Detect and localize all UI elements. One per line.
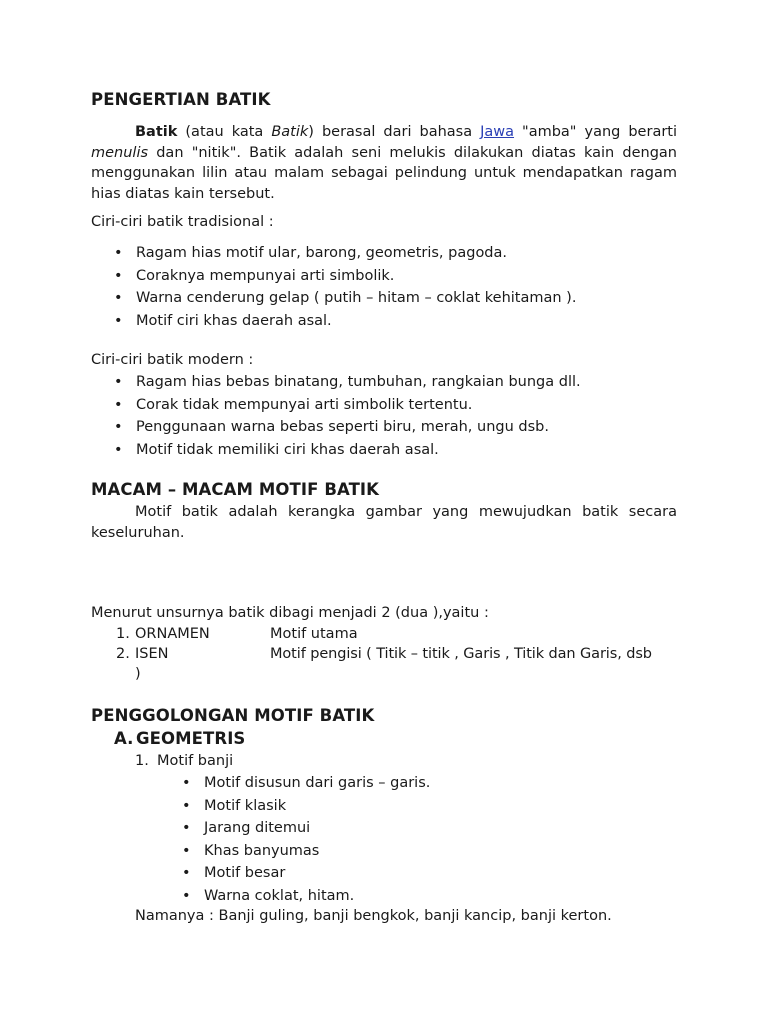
list-item: • Warna cenderung gelap ( putih – hitam – coklat kehitaman ). bbox=[110, 288, 576, 311]
banji-names: Namanya : Banji guling, banji bengkok, banji kancip, banji kerton. bbox=[135, 908, 612, 924]
intro-bold-word: Batik bbox=[135, 124, 178, 140]
jawa-link[interactable]: Jawa bbox=[480, 124, 515, 140]
list-item: • Motif disusun dari garis – garis. bbox=[178, 773, 430, 796]
list-item: • Motif ciri khas daerah asal. bbox=[110, 311, 576, 334]
intro-paragraph bbox=[91, 122, 677, 204]
intro-italic-word-2: menulis bbox=[91, 144, 149, 161]
traditional-heading: Ciri-ciri batik tradisional : bbox=[91, 214, 274, 230]
motif-item-number: 1. bbox=[135, 753, 149, 769]
unsur-name: ORNAMEN bbox=[135, 626, 210, 642]
unsur-intro: Menurut unsurnya batik dibagi menjadi 2 (dua ),yaitu : bbox=[91, 605, 489, 621]
unsur-row bbox=[0, 624, 768, 644]
unsur-number: 2. bbox=[116, 646, 130, 662]
list-item: • Penggunaan warna bebas seperti biru, merah, ungu dsb. bbox=[110, 417, 581, 440]
list-item: • Coraknya mempunyai arti simbolik. bbox=[110, 266, 576, 289]
subsection-letter: A. bbox=[114, 729, 134, 748]
modern-heading: Ciri-ciri batik modern : bbox=[91, 352, 254, 368]
list-item: • Khas banyumas bbox=[178, 841, 430, 864]
motif-paragraph bbox=[91, 502, 677, 543]
list-item: • Corak tidak mempunyai arti simbolik tertentu. bbox=[110, 395, 581, 418]
unsur-name: ISEN bbox=[135, 646, 169, 662]
intro-text-1: (atau kata bbox=[177, 124, 272, 140]
list-item: • Ragam hias bebas binatang, tumbuhan, rangkaian bunga dll. bbox=[110, 372, 581, 395]
motif-paragraph-text: Motif batik adalah kerangka gambar yang mewujudkan batik secara keseluruhan. bbox=[91, 504, 677, 541]
list-item: • Motif besar bbox=[178, 863, 430, 886]
section-title-macam-motif: MACAM – MACAM MOTIF BATIK bbox=[91, 480, 380, 499]
intro-italic-word: Batik bbox=[271, 124, 309, 140]
section-title-pengertian: PENGERTIAN BATIK bbox=[91, 90, 271, 109]
unsur-desc: Motif pengisi ( Titik – titik , Garis , Titik dan Garis, dsb bbox=[270, 646, 652, 662]
traditional-list bbox=[110, 243, 576, 333]
unsur-number: 1. bbox=[116, 626, 130, 642]
motif-item-heading bbox=[0, 751, 768, 771]
unsur-desc: Motif utama bbox=[270, 626, 358, 642]
intro-text-4: dan "nitik". Batik adalah seni melukis dilakukan diatas kain dengan menggunakan lilin atau malam sebagai pelindung untuk mendapatkan ragam hias diatas kain tersebut. bbox=[91, 144, 677, 202]
list-item: • Warna coklat, hitam. bbox=[178, 886, 430, 909]
modern-list bbox=[110, 372, 581, 462]
intro-text-3: "amba" yang berarti bbox=[514, 124, 678, 140]
motif-item-title: Motif banji bbox=[157, 753, 234, 769]
subsection-heading bbox=[0, 729, 768, 751]
unsur-row bbox=[0, 644, 768, 664]
intro-text-2: ) berasal dari bahasa bbox=[308, 124, 481, 140]
section-title-penggolongan: PENGGOLONGAN MOTIF BATIK bbox=[91, 706, 375, 725]
subsection-title: GEOMETRIS bbox=[136, 729, 246, 748]
list-item: • Ragam hias motif ular, barong, geometris, pagoda. bbox=[110, 243, 576, 266]
unsur-desc-continuation: ) bbox=[135, 666, 141, 682]
list-item: • Jarang ditemui bbox=[178, 818, 430, 841]
list-item: • Motif klasik bbox=[178, 796, 430, 819]
banji-list bbox=[178, 773, 430, 908]
list-item: • Motif tidak memiliki ciri khas daerah asal. bbox=[110, 440, 581, 463]
